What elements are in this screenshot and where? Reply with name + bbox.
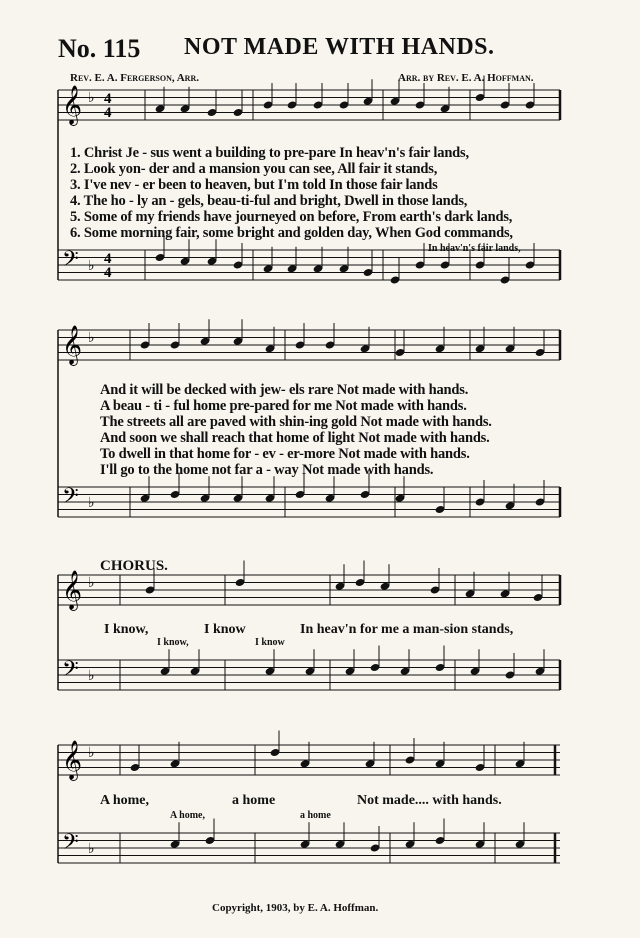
refrain-line-3: The streets all are paved with shin-ing gold Not made with hands. bbox=[100, 414, 492, 430]
refrain-line-1: And it will be decked with jew- els rare Not made with hands. bbox=[100, 382, 469, 398]
time-signature: 4 bbox=[104, 251, 112, 267]
refrain-line-2: A beau - ti - ful home pre-pared for me Not made with hands. bbox=[100, 398, 467, 414]
treble-clef-icon: 𝄞 bbox=[62, 570, 83, 610]
hymn-title: NOT MADE WITH HANDS. bbox=[184, 34, 495, 60]
treble-clef-icon: 𝄞 bbox=[62, 85, 83, 125]
verse-line-6: 6. Some morning fair, some bright and golden day, When God commands, bbox=[70, 225, 513, 241]
music-credit: Arr. by Rev. E. A. Hoffman. bbox=[398, 72, 534, 84]
bass-clef-icon: 𝄢 bbox=[62, 830, 79, 860]
verse-line-3: 3. I've nev - er been to heaven, but I'm told In those fair lands bbox=[70, 177, 438, 193]
verse-line-1: 1. Christ Je - sus went a building to pre-pare In heav'n's fair lands, bbox=[70, 145, 469, 161]
hymn-number: No. 115 bbox=[58, 34, 141, 63]
flat-key-icon: ♭ bbox=[88, 90, 95, 106]
copyright: Copyright, 1903, by E. A. Hoffman. bbox=[212, 902, 379, 914]
chorus-lyric-1c: In heav'n for me a man-sion stands, bbox=[300, 622, 514, 637]
chorus-lyric-1a: I know, bbox=[104, 622, 149, 637]
words-credit: Rev. E. A. Fergerson, Arr. bbox=[70, 72, 199, 84]
time-signature: 4 bbox=[104, 91, 112, 107]
chorus-echo-1b: I know bbox=[255, 637, 285, 648]
chorus-lyric-2c: Not made.... with hands. bbox=[357, 793, 502, 808]
verse-line-4: 4. The ho - ly an - gels, beau-ti-ful and bright, Dwell in those lands, bbox=[70, 193, 468, 209]
time-signature: 4 bbox=[104, 105, 112, 121]
refrain-line-6: I'll go to the home not far a - way Not made with hands. bbox=[100, 462, 434, 478]
flat-key-icon: ♭ bbox=[88, 495, 95, 511]
bass-clef-icon: 𝄢 bbox=[62, 657, 79, 687]
flat-key-icon: ♭ bbox=[88, 330, 95, 346]
chorus-echo-2a: A home, bbox=[170, 810, 205, 821]
treble-clef-icon: 𝄞 bbox=[62, 740, 83, 780]
chorus-lyric-2b: a home bbox=[232, 793, 276, 808]
refrain-line-5: To dwell in that home for - ev - er-more Not made with hands. bbox=[100, 446, 470, 462]
flat-key-icon: ♭ bbox=[88, 575, 95, 591]
chorus-echo-1a: I know, bbox=[157, 637, 189, 648]
chorus-lyric-1b: I know bbox=[204, 622, 246, 637]
refrain-line-4: And soon we shall reach that home of light Not made with hands. bbox=[100, 430, 490, 446]
flat-key-icon: ♭ bbox=[88, 841, 95, 857]
verse-line-2: 2. Look yon- der and a mansion you can see, All fair it stands, bbox=[70, 161, 438, 177]
flat-key-icon: ♭ bbox=[88, 258, 95, 274]
flat-key-icon: ♭ bbox=[88, 668, 95, 684]
treble-clef-icon: 𝄞 bbox=[62, 325, 83, 365]
verse-line-5: 5. Some of my friends have journeyed on before, From earth's dark lands, bbox=[70, 209, 513, 225]
flat-key-icon: ♭ bbox=[88, 745, 95, 761]
verse-6-alternate: In heav'n's fair lands, bbox=[428, 243, 521, 254]
bass-clef-icon: 𝄢 bbox=[62, 484, 79, 514]
chorus-label: CHORUS. bbox=[100, 558, 168, 574]
chorus-lyric-2a: A home, bbox=[100, 793, 149, 808]
bass-clef-icon: 𝄢 bbox=[62, 247, 79, 277]
chorus-echo-2b: a home bbox=[300, 810, 331, 821]
time-signature: 4 bbox=[104, 265, 112, 281]
